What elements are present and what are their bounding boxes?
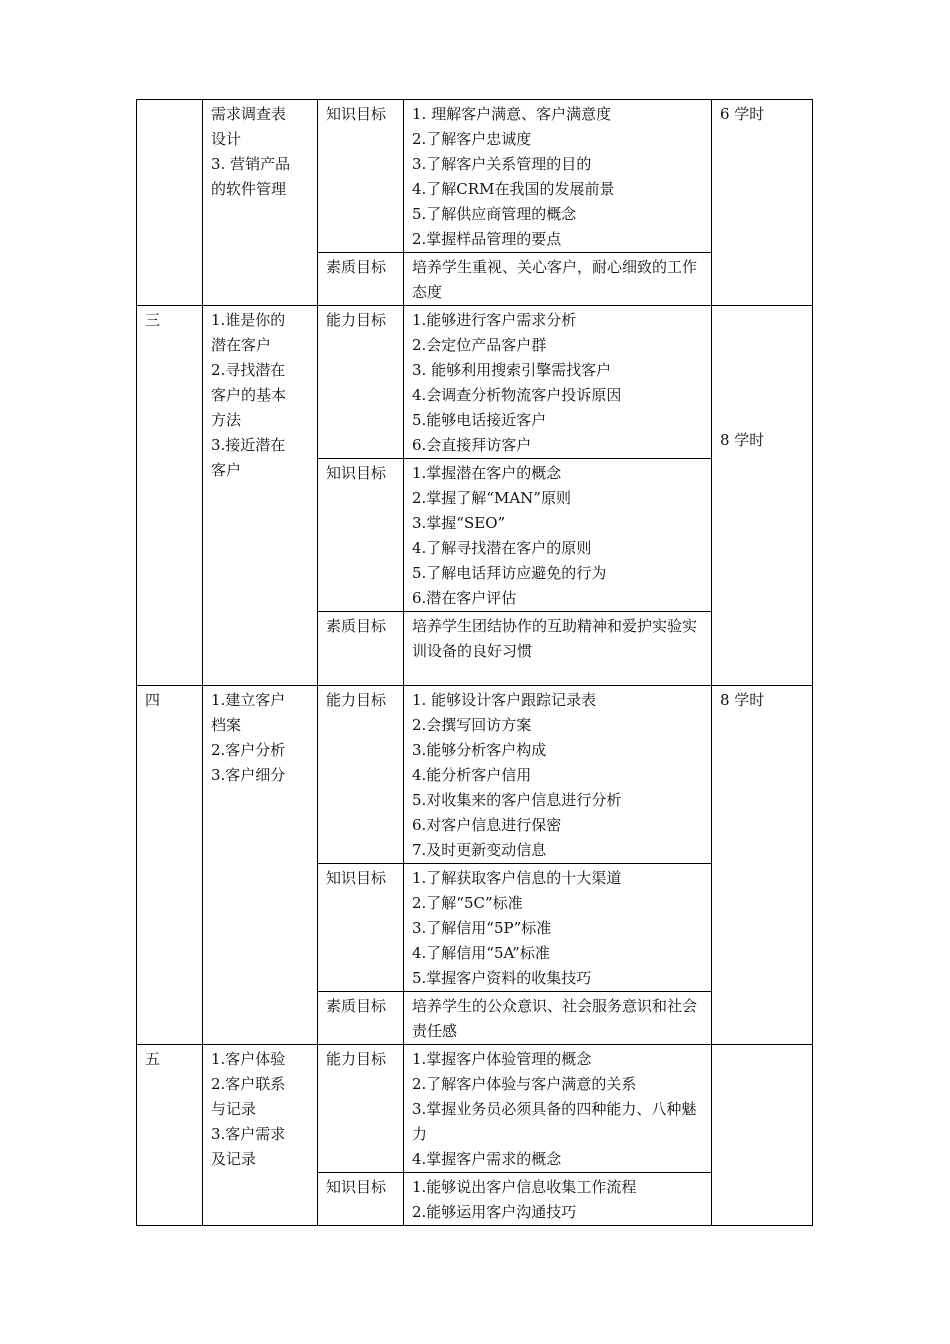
knowledge-goal-label: 知识目标 bbox=[318, 1173, 404, 1226]
topic-line: 设计 bbox=[211, 130, 242, 148]
goal-item: 5.了解供应商管理的概念 bbox=[412, 205, 577, 223]
topic-line: 潜在客户 bbox=[211, 336, 272, 354]
ability-goal-list bbox=[404, 1045, 712, 1173]
knowledge-goal-list bbox=[404, 1173, 712, 1226]
quality-goal-text: 培养学生团结协作的互助精神和爱护实验实训设备的良好习惯 bbox=[404, 612, 712, 686]
topic-line: 3.客户细分 bbox=[211, 766, 286, 784]
knowledge-goal-label: 知识目标 bbox=[318, 100, 404, 253]
topic-line: 及记录 bbox=[211, 1150, 257, 1168]
goal-item: 1.了解获取客户信息的十大渠道 bbox=[412, 869, 622, 887]
knowledge-goal-list bbox=[404, 100, 712, 253]
course-plan-table bbox=[136, 99, 813, 1226]
ability-goal-list bbox=[404, 686, 712, 864]
hours-value: 8 学时 bbox=[720, 431, 765, 449]
hours-cell bbox=[712, 1045, 813, 1226]
quality-goal-text: 培养学生的公众意识、社会服务意识和社会责任感 bbox=[404, 992, 712, 1045]
goal-item: 4.了解寻找潜在客户的原则 bbox=[412, 539, 592, 557]
topic-line: 客户的基本 bbox=[211, 386, 287, 404]
topics-cell bbox=[203, 1045, 318, 1226]
hours-value: 8 学时 bbox=[720, 691, 765, 709]
knowledge-goal-list bbox=[404, 864, 712, 992]
goal-item: 6.会直接拜访客户 bbox=[412, 436, 532, 454]
ability-goal-label: 能力目标 bbox=[318, 686, 404, 864]
topic-line: 2.寻找潜在 bbox=[211, 361, 286, 379]
table-row bbox=[137, 100, 813, 253]
ability-goal-label: 能力目标 bbox=[318, 306, 404, 459]
quality-goal-label: 素质目标 bbox=[318, 992, 404, 1045]
topic-line: 1.客户体验 bbox=[211, 1050, 286, 1068]
goal-item: 4.会调查分析物流客户投诉原因 bbox=[412, 386, 622, 404]
unit-number-cell: 三 bbox=[137, 306, 203, 686]
topic-line: 与记录 bbox=[211, 1100, 257, 1118]
goal-item: 2.会定位产品客户群 bbox=[412, 336, 547, 354]
goal-item: 1.能够进行客户需求分析 bbox=[412, 311, 577, 329]
topic-line: 档案 bbox=[211, 716, 242, 734]
topic-line: 2.客户联系 bbox=[211, 1075, 286, 1093]
topic-line: 3.客户需求 bbox=[211, 1125, 286, 1143]
goal-item: 2.了解客户体验与客户满意的关系 bbox=[412, 1075, 637, 1093]
unit-number-cell bbox=[137, 100, 203, 306]
goal-item: 4.掌握客户需求的概念 bbox=[412, 1150, 562, 1168]
topics-cell bbox=[203, 686, 318, 1045]
hours-cell bbox=[712, 306, 813, 686]
topic-line: 3. 营销产品 bbox=[211, 155, 291, 173]
topic-line: 客户 bbox=[211, 461, 242, 479]
goal-item: 1. 能够设计客户跟踪记录表 bbox=[412, 691, 597, 709]
hours-value: 6 学时 bbox=[720, 105, 765, 123]
topic-line: 方法 bbox=[211, 411, 242, 429]
goal-item: 3.了解客户关系管理的目的 bbox=[412, 155, 592, 173]
topic-line: 的软件管理 bbox=[211, 180, 287, 198]
knowledge-goal-label: 知识目标 bbox=[318, 864, 404, 992]
goal-item: 3.掌握“SEO” bbox=[412, 514, 506, 532]
table-row bbox=[137, 686, 813, 864]
unit-number-cell: 四 bbox=[137, 686, 203, 1045]
goal-item: 1.掌握客户体验管理的概念 bbox=[412, 1050, 592, 1068]
quality-goal-label: 素质目标 bbox=[318, 253, 404, 306]
goal-item: 3. 能够利用搜索引擎需找客户 bbox=[412, 361, 612, 379]
goal-item: 5.掌握客户资料的收集技巧 bbox=[412, 969, 592, 987]
goal-item: 1. 理解客户满意、客户满意度 bbox=[412, 105, 612, 123]
knowledge-goal-label: 知识目标 bbox=[318, 459, 404, 612]
knowledge-goal-list bbox=[404, 459, 712, 612]
goal-item: 5.能够电话接近客户 bbox=[412, 411, 547, 429]
topic-line: 1.谁是你的 bbox=[211, 311, 286, 329]
goal-item: 4.能分析客户信用 bbox=[412, 766, 532, 784]
goal-item: 2.掌握样品管理的要点 bbox=[412, 230, 562, 248]
ability-goal-list bbox=[404, 306, 712, 459]
table-row bbox=[137, 1045, 813, 1173]
goal-item: 2.会撰写回访方案 bbox=[412, 716, 532, 734]
goal-item: 6.潜在客户评估 bbox=[412, 589, 517, 607]
unit-number-cell: 五 bbox=[137, 1045, 203, 1226]
quality-goal-label: 素质目标 bbox=[318, 612, 404, 686]
goal-item: 1.掌握潜在客户的概念 bbox=[412, 464, 562, 482]
goal-item: 7.及时更新变动信息 bbox=[412, 841, 547, 859]
ability-goal-label: 能力目标 bbox=[318, 1045, 404, 1173]
topics-cell bbox=[203, 100, 318, 306]
goal-item: 4.了解信用“5A”标准 bbox=[412, 944, 550, 962]
hours-cell bbox=[712, 686, 813, 1045]
goal-item: 2.了解“5C”标准 bbox=[412, 894, 523, 912]
goal-item: 3.能够分析客户构成 bbox=[412, 741, 547, 759]
topics-cell bbox=[203, 306, 318, 686]
topic-line: 3.接近潜在 bbox=[211, 436, 286, 454]
goal-item: 4.了解CRM在我国的发展前景 bbox=[412, 180, 615, 198]
goal-item: 1.能够说出客户信息收集工作流程 bbox=[412, 1178, 637, 1196]
goal-item: 3.了解信用“5P”标准 bbox=[412, 919, 552, 937]
goal-item: 2.掌握了解“MAN”原则 bbox=[412, 489, 571, 507]
goal-item: 5.对收集来的客户信息进行分析 bbox=[412, 791, 622, 809]
goal-item: 2.了解客户忠诚度 bbox=[412, 130, 532, 148]
table-row bbox=[137, 306, 813, 459]
hours-cell bbox=[712, 100, 813, 306]
goal-item: 5.了解电话拜访应避免的行为 bbox=[412, 564, 607, 582]
goal-item: 3.掌握业务员必须具备的四种能力、八种魅力 bbox=[412, 1100, 697, 1143]
goal-item: 6.对客户信息进行保密 bbox=[412, 816, 562, 834]
topic-line: 需求调查表 bbox=[211, 105, 287, 123]
topic-line: 2.客户分析 bbox=[211, 741, 286, 759]
quality-goal-text: 培养学生重视、关心客户，耐心细致的工作态度 bbox=[404, 253, 712, 306]
topic-line: 1.建立客户 bbox=[211, 691, 286, 709]
goal-item: 2.能够运用客户沟通技巧 bbox=[412, 1203, 577, 1221]
